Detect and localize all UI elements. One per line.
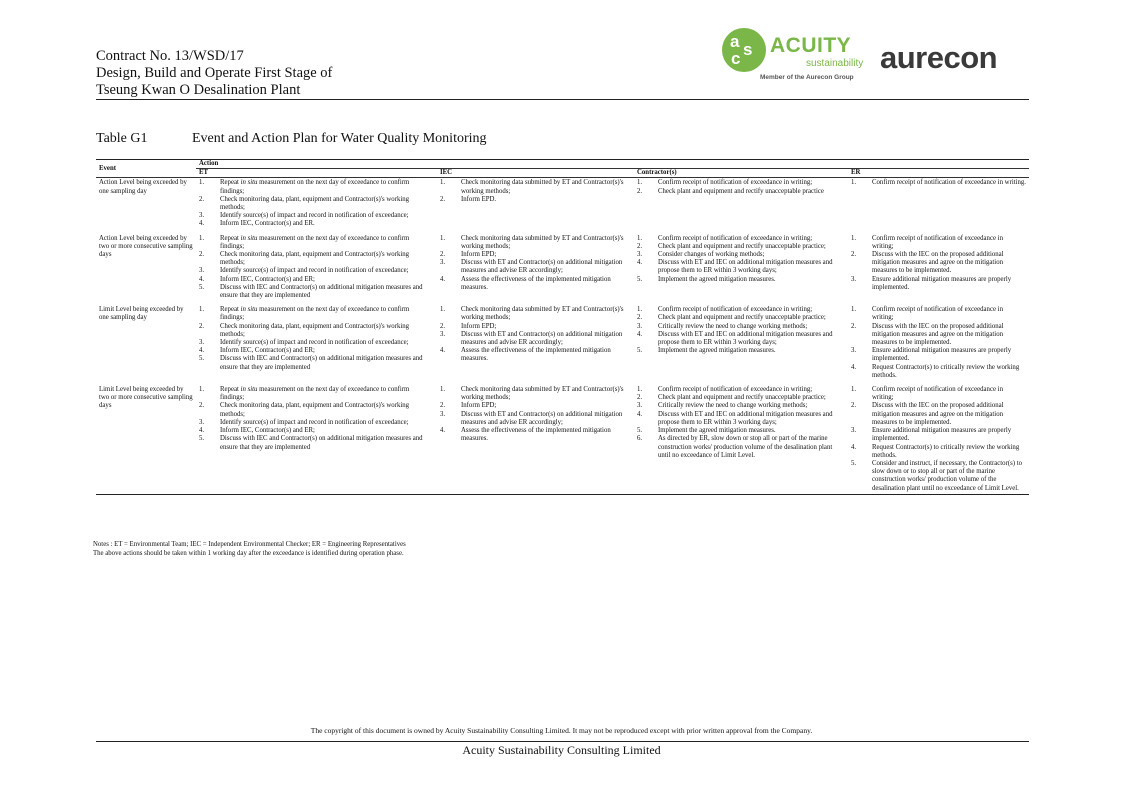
action-item: [199, 267, 434, 275]
action-item-number: 1.: [851, 306, 857, 314]
action-item-number: 4.: [199, 275, 205, 283]
action-item: [637, 331, 845, 347]
action-item-text: Repeat in situ measurement on the next day of exceedance to confirm findings;: [220, 234, 410, 250]
contract-header: [96, 48, 332, 99]
action-item-text: Confirm receipt of notification of exceedance in writing;: [658, 306, 813, 314]
et-action-cell: [196, 178, 437, 235]
action-item-text: Identify source(s) of impact and record in notification of exceedance;: [220, 267, 409, 275]
acuity-logo-name: ACUITY: [770, 34, 852, 57]
action-item-number: 1.: [440, 179, 446, 187]
iec-action-cell: [437, 306, 634, 386]
action-item-text: Implement the agreed mitigation measures.: [658, 427, 776, 435]
action-item-text: Request Contractor(s) to critically review the working methods.: [872, 363, 1020, 379]
table-row: [96, 306, 1029, 386]
event-cell: Action Level being exceeded by two or more consecutive sampling days: [99, 234, 193, 259]
aurecon-logo: aurecon: [880, 40, 998, 75]
action-item-text: Check plant and equipment and rectify unacceptable practice;: [658, 394, 826, 402]
event-cell: Limit Level being exceeded by one sampling day: [99, 306, 184, 322]
action-item-number: 2.: [851, 322, 857, 330]
action-item-number: 1.: [199, 386, 205, 394]
action-item-number: 1.: [199, 234, 205, 242]
action-item-number: 6.: [637, 435, 643, 443]
action-item-text: Check monitoring data submitted by ET and Contractor(s)'s working methods;: [461, 386, 624, 402]
table-row: [96, 386, 1029, 494]
action-item: [851, 386, 1026, 402]
table-caption: Event and Action Plan for Water Quality Monitoring: [192, 131, 487, 146]
action-item-text: Inform IEC, Contractor(s) and ER.: [220, 220, 315, 228]
action-item: [199, 235, 434, 251]
iec-action-list: [440, 386, 631, 443]
action-item-text: Ensure additional mitigation measures are properly implemented.: [872, 427, 1012, 443]
footer-divider: [96, 741, 1029, 742]
action-item-number: 3.: [851, 427, 857, 435]
column-header-et: ET: [196, 169, 437, 178]
action-item-number: 1.: [199, 306, 205, 314]
action-item-number: 1.: [440, 306, 446, 314]
action-item-number: 1.: [440, 234, 446, 242]
action-item: [637, 427, 845, 435]
action-item-text: Inform IEC, Contractor(s) and ER;: [220, 347, 315, 355]
et-action-list: [199, 306, 434, 372]
action-item: [440, 179, 631, 195]
action-item-number: 3.: [851, 347, 857, 355]
action-item-text: Assess the effectiveness of the implemented mitigation measures.: [461, 427, 611, 443]
action-item: [851, 347, 1026, 363]
action-item-text: Check plant and equipment and rectify unacceptable practice: [658, 187, 824, 195]
action-item: [199, 306, 434, 322]
er-action-cell: [848, 386, 1029, 494]
action-item-number: 2.: [637, 314, 643, 322]
action-item-number: 3.: [637, 322, 643, 330]
action-item-number: 1.: [637, 306, 643, 314]
contractor-action-cell: [634, 386, 848, 494]
action-item-number: 2.: [440, 195, 446, 203]
action-item-number: 2.: [440, 322, 446, 330]
action-item-text: Discuss with IEC and Contractor(s) on additional mitigation measures and ensure that they are implemented: [220, 355, 423, 371]
table-number: Table G1: [96, 131, 148, 146]
et-action-list: [199, 235, 434, 301]
er-action-cell: [848, 306, 1029, 386]
contractor-action-list: [637, 235, 845, 284]
action-item-text: Inform IEC, Contractor(s) and ER;: [220, 275, 315, 283]
action-item-text: Implement the agreed mitigation measures.: [658, 275, 776, 283]
table-title: [96, 131, 487, 147]
action-item-number: 2.: [637, 394, 643, 402]
action-item: [637, 411, 845, 427]
action-item: [440, 323, 631, 331]
action-item-number: 3.: [440, 410, 446, 418]
action-item-text: Check monitoring data submitted by ET and Contractor(s)'s working methods;: [461, 306, 624, 322]
action-item-text: Discuss with ET and Contractor(s) on additional mitigation measures and advise ER accordingly;: [461, 330, 623, 347]
action-item: [199, 339, 434, 347]
action-item-number: 5.: [851, 459, 857, 467]
action-item-text: Critically review the need to change working methods;: [658, 322, 808, 330]
iec-action-cell: [437, 386, 634, 494]
action-item: [199, 220, 434, 228]
action-item: [199, 427, 434, 435]
action-item-number: 5.: [637, 427, 643, 435]
action-item-number: 3.: [851, 275, 857, 283]
action-item-text: Check monitoring data, plant, equipment and Contractor(s)'s working methods;: [220, 402, 410, 418]
project-title-line-1: Design, Build and Operate First Stage of: [96, 65, 333, 81]
action-item: [637, 402, 845, 410]
table-row: [96, 178, 1029, 235]
action-item-number: 5.: [637, 347, 643, 355]
action-item-text: Discuss with ET and IEC on additional mitigation measures and propose them to ER within 3 working days;: [658, 410, 833, 426]
action-item: [637, 188, 845, 196]
action-item-number: 5.: [199, 283, 205, 291]
footer-company: Acuity Sustainability Consulting Limited: [462, 743, 661, 757]
contractor-action-cell: [634, 235, 848, 307]
action-item-number: 3.: [440, 259, 446, 267]
project-title-line-2: Tseung Kwan O Desalination Plant: [96, 82, 301, 98]
er-action-cell: [848, 235, 1029, 307]
action-item: [199, 212, 434, 220]
action-item: [851, 364, 1026, 380]
action-item: [637, 276, 845, 284]
action-item-text: Discuss with IEC and Contractor(s) on additional mitigation measures and ensure that they are implemented: [220, 435, 423, 451]
action-item-number: 3.: [199, 339, 205, 347]
action-item-number: 2.: [199, 322, 205, 330]
action-item-number: 2.: [440, 251, 446, 259]
action-item-text: Confirm receipt of notification of exceedance in writing;: [872, 386, 1003, 402]
table-body: [96, 178, 1029, 494]
action-item-text: Identify source(s) of impact and record in notification of exceedance;: [220, 418, 409, 426]
action-item: [199, 179, 434, 195]
action-item: [637, 235, 845, 243]
action-item-number: 4.: [199, 427, 205, 435]
acuity-logo: [722, 28, 862, 84]
action-item-text: Check plant and equipment and rectify unacceptable practice;: [658, 314, 826, 322]
action-item-text: Check monitoring data, plant, equipment and Contractor(s)'s working methods;: [220, 251, 410, 267]
action-item-text: Discuss with the IEC on the proposed additional mitigation measures and agree on the mitigation measures to be implemented.: [872, 251, 1004, 275]
action-item-number: 3.: [440, 330, 446, 338]
action-item-text: Inform EPD.: [461, 195, 497, 203]
er-action-cell: [848, 178, 1029, 235]
notes-timing: The above actions should be taken within 1 working day after the exceedance is identified during operation phase.: [93, 549, 404, 557]
action-item-text: Discuss with ET and IEC on additional mitigation measures and propose them to ER within 3 working days;: [658, 330, 833, 347]
action-item-number: 2.: [637, 187, 643, 195]
action-item: [851, 402, 1026, 427]
iec-action-cell: [437, 178, 634, 235]
action-item: [199, 323, 434, 339]
et-action-cell: [196, 386, 437, 494]
action-item: [440, 427, 631, 443]
action-item-number: 4.: [440, 275, 446, 283]
et-action-cell: [196, 235, 437, 307]
action-item-text: Confirm receipt of notification of exceedance in writing.: [872, 179, 1027, 187]
er-action-list: [851, 235, 1026, 292]
action-item-text: Critically review the need to change working methods;: [658, 402, 808, 410]
action-item: [440, 331, 631, 347]
et-action-list: [199, 386, 434, 452]
action-item-number: 2.: [440, 402, 446, 410]
action-item-text: Identify source(s) of impact and record in notification of exceedance;: [220, 212, 409, 220]
action-item-text: Repeat in situ measurement on the next day of exceedance to confirm findings;: [220, 179, 410, 195]
acuity-logo-mark: a s c: [722, 28, 766, 72]
action-item: [199, 386, 434, 402]
action-item: [637, 386, 845, 394]
action-item: [199, 435, 434, 451]
action-item-number: 2.: [851, 402, 857, 410]
acuity-member-text: Member of the Aurecon Group: [760, 74, 854, 81]
action-item-number: 4.: [637, 410, 643, 418]
action-item-text: Discuss with ET and Contractor(s) on additional mitigation measures and advise ER accordingly;: [461, 410, 623, 426]
action-item-text: Confirm receipt of notification of exceedance in writing;: [658, 179, 813, 187]
action-item-text: Consider and instruct, if necessary, the Contractor(s) to slow down or to stop all or part of the marine construction works/ production volume of the desalination plant until no exceedance of Limit Level.: [872, 459, 1022, 492]
action-item-number: 2.: [851, 251, 857, 259]
action-item-text: Consider changes of working methods;: [658, 251, 765, 259]
action-item-text: Implement the agreed mitigation measures.: [658, 347, 776, 355]
contractor-action-cell: [634, 178, 848, 235]
action-item: [851, 235, 1026, 251]
action-item-text: As directed by ER, slow down or stop all or part of the marine construction works/ production volume of the desalination plant until no exceedance of Limit Level.: [658, 435, 833, 459]
action-item: [199, 251, 434, 267]
action-item: [199, 402, 434, 418]
action-item-number: 5.: [199, 355, 205, 363]
action-item-text: Assess the effectiveness of the implemented mitigation measures.: [461, 347, 611, 363]
column-header-er: ER: [848, 169, 1029, 178]
action-item: [851, 276, 1026, 292]
action-item-number: 1.: [440, 386, 446, 394]
action-item-text: Ensure additional mitigation measures are properly implemented.: [872, 347, 1012, 363]
action-item: [637, 306, 845, 314]
action-item-text: Repeat in situ measurement on the next day of exceedance to confirm findings;: [220, 386, 410, 402]
action-item-text: Inform IEC, Contractor(s) and ER;: [220, 427, 315, 435]
action-item: [637, 394, 845, 402]
action-item-number: 2.: [199, 402, 205, 410]
action-item-number: 4.: [440, 347, 446, 355]
action-item-text: Confirm receipt of notification of exceedance in writing;: [658, 234, 813, 242]
action-item: [199, 276, 434, 284]
action-item: [851, 251, 1026, 276]
action-item-number: 4.: [851, 363, 857, 371]
action-item-number: 2.: [199, 195, 205, 203]
contractor-action-cell: [634, 306, 848, 386]
action-item-text: Identify source(s) of impact and record in notification of exceedance;: [220, 339, 409, 347]
header-divider: [96, 99, 1029, 100]
action-item: [440, 386, 631, 402]
iec-action-cell: [437, 235, 634, 307]
iec-action-list: [440, 306, 631, 363]
er-action-list: [851, 386, 1026, 493]
action-item-text: Inform EPD;: [461, 402, 497, 410]
action-item-text: Discuss with IEC and Contractor(s) on additional mitigation measures and ensure that they are implemented: [220, 283, 423, 300]
action-item: [851, 306, 1026, 322]
copyright-notice: The copyright of this document is owned by Acuity Sustainability Consulting Limited. It may not be reproduced except with prior written approval from the Company.: [310, 726, 813, 735]
action-item: [637, 323, 845, 331]
action-item-number: 3.: [199, 212, 205, 220]
action-item: [440, 251, 631, 259]
action-item-number: 1.: [637, 234, 643, 242]
acuity-logo-sub: sustainability: [806, 58, 864, 69]
action-item-number: 3.: [637, 402, 643, 410]
contractor-action-list: [637, 386, 845, 460]
action-item: [440, 411, 631, 427]
action-item-number: 1.: [199, 179, 205, 187]
action-item-number: 4.: [199, 220, 205, 228]
er-action-list: [851, 306, 1026, 380]
action-item: [199, 419, 434, 427]
action-item-text: Discuss with the IEC on the proposed additional mitigation measures and agree on the mitigation measures to be implemented.: [872, 402, 1004, 426]
action-item: [440, 259, 631, 275]
action-item: [637, 251, 845, 259]
action-item-text: Check monitoring data submitted by ET and Contractor(s)'s working methods;: [461, 234, 624, 250]
action-item: [199, 284, 434, 300]
action-item: [440, 306, 631, 322]
action-item-text: Check monitoring data, plant, equipment and Contractor(s)'s working methods;: [220, 322, 410, 338]
action-item: [851, 427, 1026, 443]
action-item-number: 4.: [440, 427, 446, 435]
action-item: [851, 460, 1026, 493]
event-action-table: [96, 159, 1029, 495]
action-item-text: Ensure additional mitigation measures are properly implemented.: [872, 275, 1012, 291]
table-row: [96, 235, 1029, 307]
action-item-text: Inform EPD;: [461, 322, 497, 330]
column-header-contractor: Contractor(s): [634, 169, 848, 178]
action-item: [440, 235, 631, 251]
action-item: [851, 444, 1026, 460]
er-action-list: [851, 179, 1026, 187]
action-item-number: 4.: [637, 259, 643, 267]
notes-abbreviations: Notes : ET = Environmental Team; IEC = Independent Environmental Checker; ER = Engineering Representatives: [93, 541, 406, 548]
action-header: Action: [196, 160, 1029, 169]
action-item-text: Check monitoring data submitted by ET and Contractor(s)'s working methods;: [461, 179, 624, 195]
action-item: [199, 355, 434, 371]
action-item-number: 1.: [851, 234, 857, 242]
action-item: [637, 347, 845, 355]
event-cell: Limit Level being exceeded by two or more consecutive sampling days: [96, 386, 196, 494]
action-item-number: 1.: [637, 386, 643, 394]
contractor-action-list: [637, 306, 845, 355]
action-item-text: Check monitoring data, plant, equipment and Contractor(s)'s working methods;: [220, 195, 410, 212]
action-item-number: 5.: [637, 275, 643, 283]
action-item-number: 1.: [851, 386, 857, 394]
action-item-text: Discuss with ET and IEC on additional mitigation measures and propose them to ER within 3 working days;: [658, 259, 833, 275]
action-item: [637, 435, 845, 460]
action-item-text: Confirm receipt of notification of exceedance in writing;: [872, 234, 1003, 250]
action-item: [851, 323, 1026, 348]
action-item-text: Discuss with ET and Contractor(s) on additional mitigation measures and advise ER accordingly;: [461, 259, 623, 275]
action-item-number: 3.: [199, 267, 205, 275]
et-action-list: [199, 179, 434, 228]
contract-number: Contract No. 13/WSD/17: [96, 48, 244, 64]
action-item: [199, 347, 434, 355]
contractor-action-list: [637, 179, 845, 195]
action-item-number: 4.: [851, 443, 857, 451]
action-item: [199, 196, 434, 212]
action-item-number: 2.: [199, 251, 205, 259]
action-item-text: Check plant and equipment and rectify unacceptable practice;: [658, 242, 826, 250]
action-item: [637, 259, 845, 275]
action-item-text: Confirm receipt of notification of exceedance in writing;: [872, 306, 1003, 322]
iec-action-list: [440, 235, 631, 292]
action-item-number: 5.: [199, 435, 205, 443]
action-item-text: Request Contractor(s) to critically review the working methods.: [872, 443, 1020, 459]
action-item: [637, 314, 845, 322]
action-item-number: 4.: [199, 347, 205, 355]
event-cell: Action Level being exceeded by one sampling day: [99, 179, 187, 195]
action-item-number: 4.: [637, 330, 643, 338]
event-header: Event: [96, 160, 196, 178]
action-item-text: Assess the effectiveness of the implemented mitigation measures.: [461, 275, 611, 291]
action-item: [637, 179, 845, 187]
action-item: [637, 243, 845, 251]
action-item-text: Discuss with the IEC on the proposed additional mitigation measures and agree on the mitigation measures to be implemented.: [872, 322, 1004, 347]
action-item: [440, 196, 631, 204]
table-notes: [93, 541, 406, 558]
action-item-number: 1.: [637, 179, 643, 187]
action-item: [851, 179, 1026, 187]
action-item-text: Inform EPD;: [461, 251, 497, 259]
action-item-number: 1.: [851, 179, 857, 187]
action-item: [440, 402, 631, 410]
action-item-text: Confirm receipt of notification of exceedance in writing;: [658, 386, 813, 394]
et-action-cell: [196, 306, 437, 386]
action-item-number: 2.: [637, 242, 643, 250]
action-item-number: 3.: [637, 251, 643, 259]
action-item: [440, 347, 631, 363]
action-item-text: Repeat in situ measurement on the next day of exceedance to confirm findings;: [220, 306, 410, 322]
action-item: [440, 276, 631, 292]
action-item-number: 3.: [199, 418, 205, 426]
iec-action-list: [440, 179, 631, 204]
column-header-iec: IEC: [437, 169, 634, 178]
